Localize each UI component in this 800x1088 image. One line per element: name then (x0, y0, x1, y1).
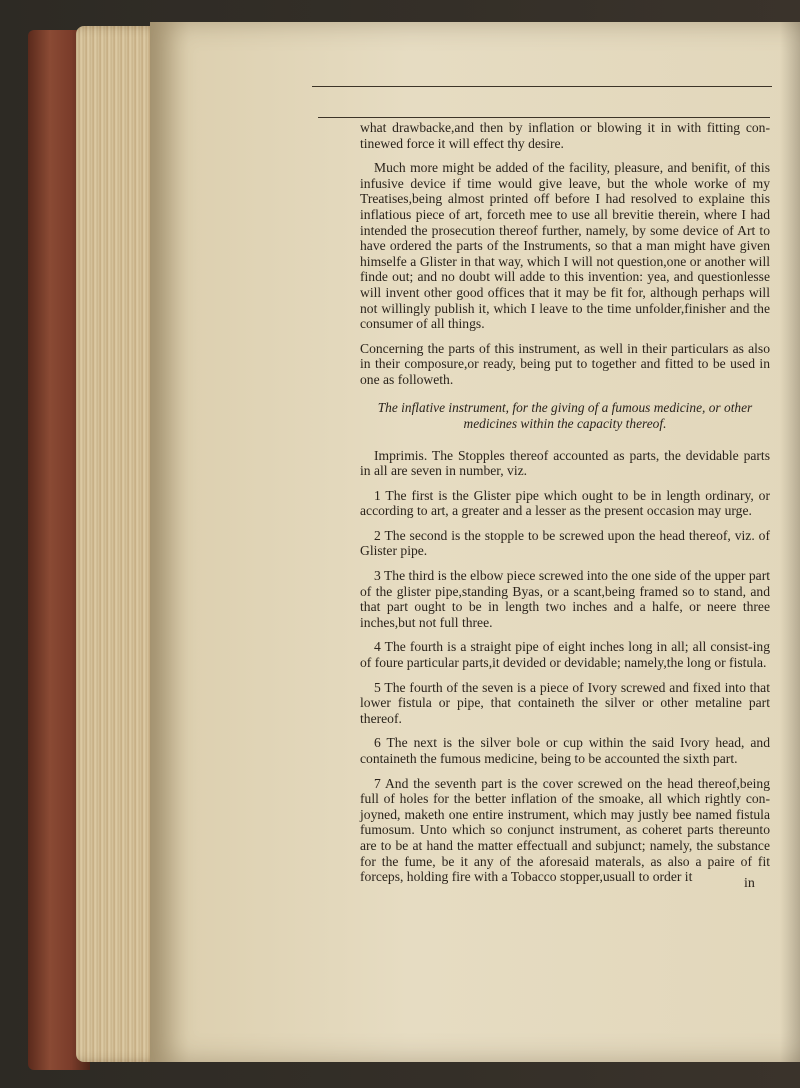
header-rule-top (312, 86, 772, 87)
paragraph-imprimis: Imprimis. The Stopples thereof accounted as parts, the devidable parts in all are seven in number, viz. (360, 447, 770, 479)
page-text (360, 120, 770, 894)
list-item-6: 6 The next is the silver bole or cup within the said Ivory head, and containeth the fumous medicine, being to be accounted the sixth part. (360, 735, 770, 766)
list-item-7: 7 And the seventh part is the cover screwed on the head thereof,being full of holes for the better inflation of the smoake, all which rightly con-joyned, maketh one entire instrument, which may justly bee named fistula fumosum. Unto which so conjunct instrument, as coheret parts thereunto are to be at hand the matter effectuall and subjunct; namely, the substance for the fume, be it any of the aforesaid materals, as also a paire of fit forceps, holding fire with a Tobacco stopper,usuall to order it (360, 775, 770, 885)
list-item-1: 1 The first is the Glister pipe which ought to be in length ordinary, or according to art, a greater and a lesser as the present occasion may urge. (360, 487, 770, 519)
list-item-2: 2 The second is the stopple to be screwed upon the head thereof, viz. of Glister pipe. (360, 527, 770, 559)
list-item-4: 4 The fourth is a straight pipe of eight inches long in all; all consist-ing of foure particular parts,it devided or devidable; namely,the long or fistula. (360, 639, 770, 671)
page-edge-shadow (780, 22, 800, 1062)
list-item-5: 5 The fourth of the seven is a piece of Ivory screwed and fixed into that lower fistula or pipe, that containeth the silver or other metaline part thereof. (360, 679, 770, 726)
header-rule-bottom (318, 117, 770, 118)
paragraph-concerning-parts: Concerning the parts of this instrument, as well in their particulars as also in their composure,or ready, being put to together and fitted to be used in one as followeth. (360, 340, 770, 387)
list-item-3: 3 The third is the elbow piece screwed into the one side of the upper part of the glister pipe,standing Byas, or a scant,being framed so to stand, and that part ought to be in length two inches and a halfe, or neere three inches,but not full three. (360, 568, 770, 630)
catchword: in (744, 876, 755, 891)
section-heading: The inflative instrument, for the giving of a fumous medicine, or other medicines within the capacity thereof. (377, 399, 753, 431)
paragraph-continuation: what drawbacke,and then by inflation or blowing it in with fitting con-tinewed force it will effect thy desire. (360, 120, 770, 151)
paragraph-facility: Much more might be added of the facility, pleasure, and benifit, of this infusive device if time would give leave, but the whole worke of my Treatises,being almost printed off before I had resolved to explaine this inflatious piece of art, forceth mee to use all brevitie therein, where I had intended the prosecution thereof further, namely, by some device of Art to have ordered the parts of the Instruments, so that a man might have given himselfe a Glister in that way, which I will not question,one or another will finde out; and no doubt will adde to this invention: yea, and questionlesse will invent other good offices that it may be fit for, although perhaps will not willingly publish it, which I leave to the time unfolder,finisher and the consumer of all things. (360, 160, 770, 332)
